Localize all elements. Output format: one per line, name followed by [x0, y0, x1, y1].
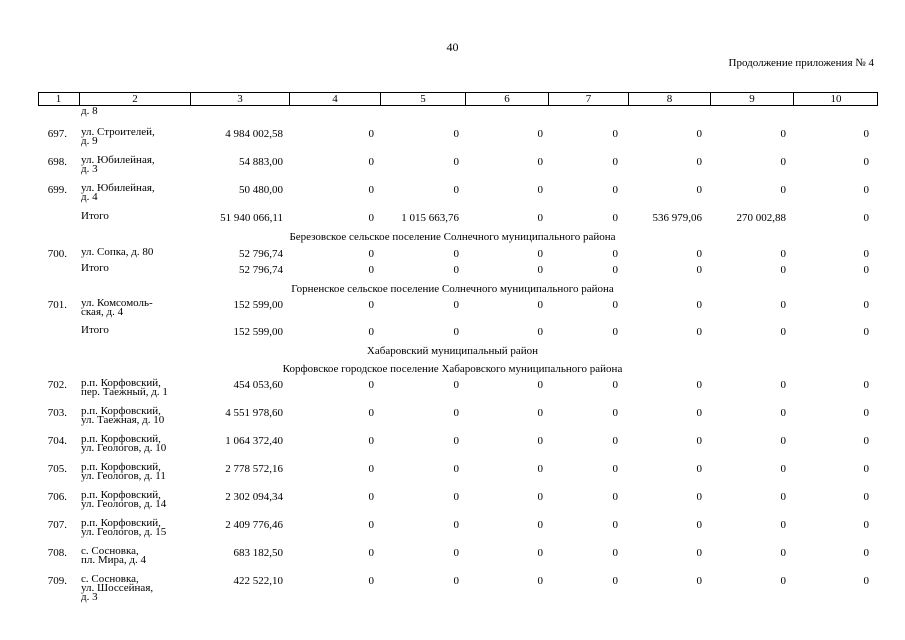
row-value-col6: 0 — [537, 463, 543, 475]
row-value-col4: 0 — [368, 264, 374, 276]
row-address: с. Сосновка, пл. Мира, д. 4 — [81, 545, 147, 566]
row-number: 704. — [47, 435, 67, 447]
row-value-col10: 0 — [863, 156, 869, 168]
row-value-col10: 0 — [863, 407, 869, 419]
row-value-col7: 0 — [612, 248, 618, 260]
row-value-col6: 0 — [537, 128, 543, 140]
row-value-col6: 0 — [537, 264, 543, 276]
row-value-col3: 152 599,00 — [233, 299, 283, 311]
row-value-col10: 0 — [863, 248, 869, 260]
row-value-col7: 0 — [612, 379, 618, 391]
row-value-col4: 0 — [368, 184, 374, 196]
column-header-6: 6 — [465, 93, 548, 105]
row-value-col4: 0 — [368, 212, 374, 224]
row-value-col9: 0 — [780, 264, 786, 276]
row-value-col3: 2 778 572,16 — [225, 463, 283, 475]
row-value-col3: 2 409 776,46 — [225, 519, 283, 531]
row-value-col8: 0 — [696, 463, 702, 475]
row-value-col8: 0 — [696, 248, 702, 260]
row-value-col5: 0 — [453, 128, 459, 140]
row-value-col9: 0 — [780, 547, 786, 559]
row-value-col5: 0 — [453, 264, 459, 276]
row-value-col9: 0 — [780, 435, 786, 447]
row-value-col10: 0 — [863, 491, 869, 503]
row-value-col10: 0 — [863, 264, 869, 276]
row-value-col7: 0 — [612, 299, 618, 311]
row-address: Итого — [81, 324, 109, 336]
row-address: ул. Комсомоль- ская, д. 4 — [81, 297, 153, 318]
row-value-col7: 0 — [612, 326, 618, 338]
column-header-8: 8 — [628, 93, 710, 105]
row-value-col9: 0 — [780, 326, 786, 338]
section-title: Горненское сельское поселение Солнечного муниципального района — [291, 283, 614, 295]
row-number: 703. — [47, 407, 67, 419]
row-value-col8: 0 — [696, 184, 702, 196]
continuation-title: Продолжение приложения № 4 — [728, 57, 874, 69]
column-header-4: 4 — [289, 93, 380, 105]
row-value-col10: 0 — [863, 547, 869, 559]
row-value-col4: 0 — [368, 156, 374, 168]
row-value-col7: 0 — [612, 128, 618, 140]
row-value-col8: 0 — [696, 407, 702, 419]
column-header-7: 7 — [548, 93, 628, 105]
row-value-col10: 0 — [863, 184, 869, 196]
section-title: Березовское сельское поселение Солнечного муниципального района — [289, 231, 616, 243]
row-value-col10: 0 — [863, 519, 869, 531]
row-address: р.п. Корфовский, ул. Геологов, д. 11 — [81, 461, 166, 482]
top-fragment: д. 8 — [81, 105, 98, 117]
row-address: с. Сосновка, ул. Шоссейная, д. 3 — [81, 573, 154, 603]
row-value-col3: 52 796,74 — [239, 248, 283, 260]
row-value-col9: 0 — [780, 299, 786, 311]
row-value-col10: 0 — [863, 575, 869, 587]
row-value-col6: 0 — [537, 379, 543, 391]
row-value-col6: 0 — [537, 547, 543, 559]
row-value-col8: 0 — [696, 435, 702, 447]
row-value-col6: 0 — [537, 519, 543, 531]
row-value-col8: 0 — [696, 547, 702, 559]
row-value-col5: 0 — [453, 547, 459, 559]
row-value-col3: 54 883,00 — [239, 156, 283, 168]
row-number: 697. — [47, 128, 67, 140]
row-value-col6: 0 — [537, 575, 543, 587]
row-address: р.п. Корфовский, ул. Геологов, д. 15 — [81, 517, 167, 538]
section-title: Хабаровский муниципальный район — [366, 345, 539, 357]
row-value-col9: 0 — [780, 379, 786, 391]
row-number: 699. — [47, 184, 67, 196]
row-number: 698. — [47, 156, 67, 168]
row-value-col6: 0 — [537, 184, 543, 196]
row-value-col9: 270 002,88 — [736, 212, 786, 224]
row-value-col3: 4 984 002,58 — [225, 128, 283, 140]
row-value-col5: 0 — [453, 379, 459, 391]
row-value-col9: 0 — [780, 491, 786, 503]
row-value-col9: 0 — [780, 519, 786, 531]
row-value-col9: 0 — [780, 248, 786, 260]
row-value-col8: 0 — [696, 519, 702, 531]
row-value-col5: 0 — [453, 575, 459, 587]
row-value-col6: 0 — [537, 299, 543, 311]
row-value-col3: 2 302 094,34 — [225, 491, 283, 503]
row-address: р.п. Корфовский, пер. Таежный, д. 1 — [81, 377, 168, 398]
row-value-col8: 0 — [696, 379, 702, 391]
row-address: Итого — [81, 262, 109, 274]
row-value-col7: 0 — [612, 156, 618, 168]
row-value-col3: 50 480,00 — [239, 184, 283, 196]
row-value-col7: 0 — [612, 463, 618, 475]
row-value-col4: 0 — [368, 128, 374, 140]
row-number: 706. — [47, 491, 67, 503]
column-header-2: 2 — [79, 93, 190, 105]
row-value-col5: 0 — [453, 463, 459, 475]
row-value-col5: 0 — [453, 326, 459, 338]
row-value-col3: 51 940 066,11 — [220, 212, 283, 224]
row-value-col4: 0 — [368, 547, 374, 559]
row-value-col7: 0 — [612, 212, 618, 224]
column-header-9: 9 — [710, 93, 793, 105]
row-address: ул. Юбилейная, д. 4 — [81, 182, 155, 203]
row-value-col9: 0 — [780, 463, 786, 475]
page-number: 40 — [446, 40, 459, 54]
column-header-5: 5 — [380, 93, 465, 105]
row-value-col4: 0 — [368, 463, 374, 475]
row-value-col4: 0 — [368, 491, 374, 503]
row-value-col5: 0 — [453, 519, 459, 531]
row-value-col7: 0 — [612, 184, 618, 196]
row-value-col4: 0 — [368, 407, 374, 419]
row-value-col3: 152 599,00 — [233, 326, 283, 338]
row-value-col5: 0 — [453, 248, 459, 260]
row-value-col6: 0 — [537, 407, 543, 419]
row-value-col8: 0 — [696, 156, 702, 168]
row-value-col8: 0 — [696, 326, 702, 338]
row-value-col8: 0 — [696, 128, 702, 140]
row-number: 700. — [47, 248, 67, 260]
row-value-col7: 0 — [612, 264, 618, 276]
row-number: 707. — [47, 519, 67, 531]
row-value-col10: 0 — [863, 212, 869, 224]
row-address: ул. Сопка, д. 80 — [81, 246, 154, 258]
row-address: р.п. Корфовский, ул. Таежная, д. 10 — [81, 405, 165, 426]
row-value-col9: 0 — [780, 128, 786, 140]
row-value-col4: 0 — [368, 299, 374, 311]
row-value-col3: 683 182,50 — [233, 547, 283, 559]
row-value-col10: 0 — [863, 463, 869, 475]
row-value-col8: 0 — [696, 264, 702, 276]
row-address: р.п. Корфовский, ул. Геологов, д. 10 — [81, 433, 167, 454]
column-header-3: 3 — [190, 93, 289, 105]
row-value-col5: 1 015 663,76 — [401, 212, 459, 224]
row-value-col5: 0 — [453, 184, 459, 196]
row-value-col10: 0 — [863, 128, 869, 140]
row-address: ул. Строителей, д. 9 — [81, 126, 155, 147]
row-value-col5: 0 — [453, 407, 459, 419]
row-number: 705. — [47, 463, 67, 475]
row-value-col3: 4 551 978,60 — [225, 407, 283, 419]
row-value-col8: 0 — [696, 491, 702, 503]
row-value-col9: 0 — [780, 184, 786, 196]
row-value-col7: 0 — [612, 491, 618, 503]
row-value-col6: 0 — [537, 156, 543, 168]
row-value-col10: 0 — [863, 326, 869, 338]
column-header-10: 10 — [793, 93, 878, 105]
row-number: 708. — [47, 547, 67, 559]
row-value-col5: 0 — [453, 435, 459, 447]
section-title: Корфовское городское поселение Хабаровского муниципального района — [282, 363, 623, 375]
row-value-col8: 536 979,06 — [652, 212, 702, 224]
row-value-col7: 0 — [612, 435, 618, 447]
row-value-col3: 1 064 372,40 — [225, 435, 283, 447]
row-value-col3: 52 796,74 — [239, 264, 283, 276]
row-value-col4: 0 — [368, 435, 374, 447]
row-value-col6: 0 — [537, 435, 543, 447]
row-value-col3: 454 053,60 — [233, 379, 283, 391]
row-value-col10: 0 — [863, 435, 869, 447]
row-address: ул. Юбилейная, д. 3 — [81, 154, 155, 175]
row-number: 702. — [47, 379, 67, 391]
row-value-col8: 0 — [696, 575, 702, 587]
row-value-col6: 0 — [537, 326, 543, 338]
row-value-col9: 0 — [780, 407, 786, 419]
column-header-row — [38, 92, 878, 106]
row-value-col6: 0 — [537, 212, 543, 224]
row-address: р.п. Корфовский, ул. Геологов, д. 14 — [81, 489, 167, 510]
row-value-col4: 0 — [368, 575, 374, 587]
row-value-col8: 0 — [696, 299, 702, 311]
row-number: 701. — [47, 299, 67, 311]
row-value-col7: 0 — [612, 519, 618, 531]
row-value-col4: 0 — [368, 326, 374, 338]
row-value-col4: 0 — [368, 248, 374, 260]
column-header-1: 1 — [55, 93, 62, 105]
row-value-col6: 0 — [537, 491, 543, 503]
row-value-col6: 0 — [537, 248, 543, 260]
row-value-col7: 0 — [612, 407, 618, 419]
row-value-col10: 0 — [863, 299, 869, 311]
row-value-col5: 0 — [453, 491, 459, 503]
row-value-col5: 0 — [453, 299, 459, 311]
row-value-col7: 0 — [612, 575, 618, 587]
row-value-col10: 0 — [863, 379, 869, 391]
row-value-col9: 0 — [780, 156, 786, 168]
row-value-col5: 0 — [453, 156, 459, 168]
row-value-col3: 422 522,10 — [233, 575, 283, 587]
row-value-col7: 0 — [612, 547, 618, 559]
row-address: Итого — [81, 210, 109, 222]
row-value-col9: 0 — [780, 575, 786, 587]
row-value-col4: 0 — [368, 379, 374, 391]
row-number: 709. — [47, 575, 67, 587]
row-value-col4: 0 — [368, 519, 374, 531]
